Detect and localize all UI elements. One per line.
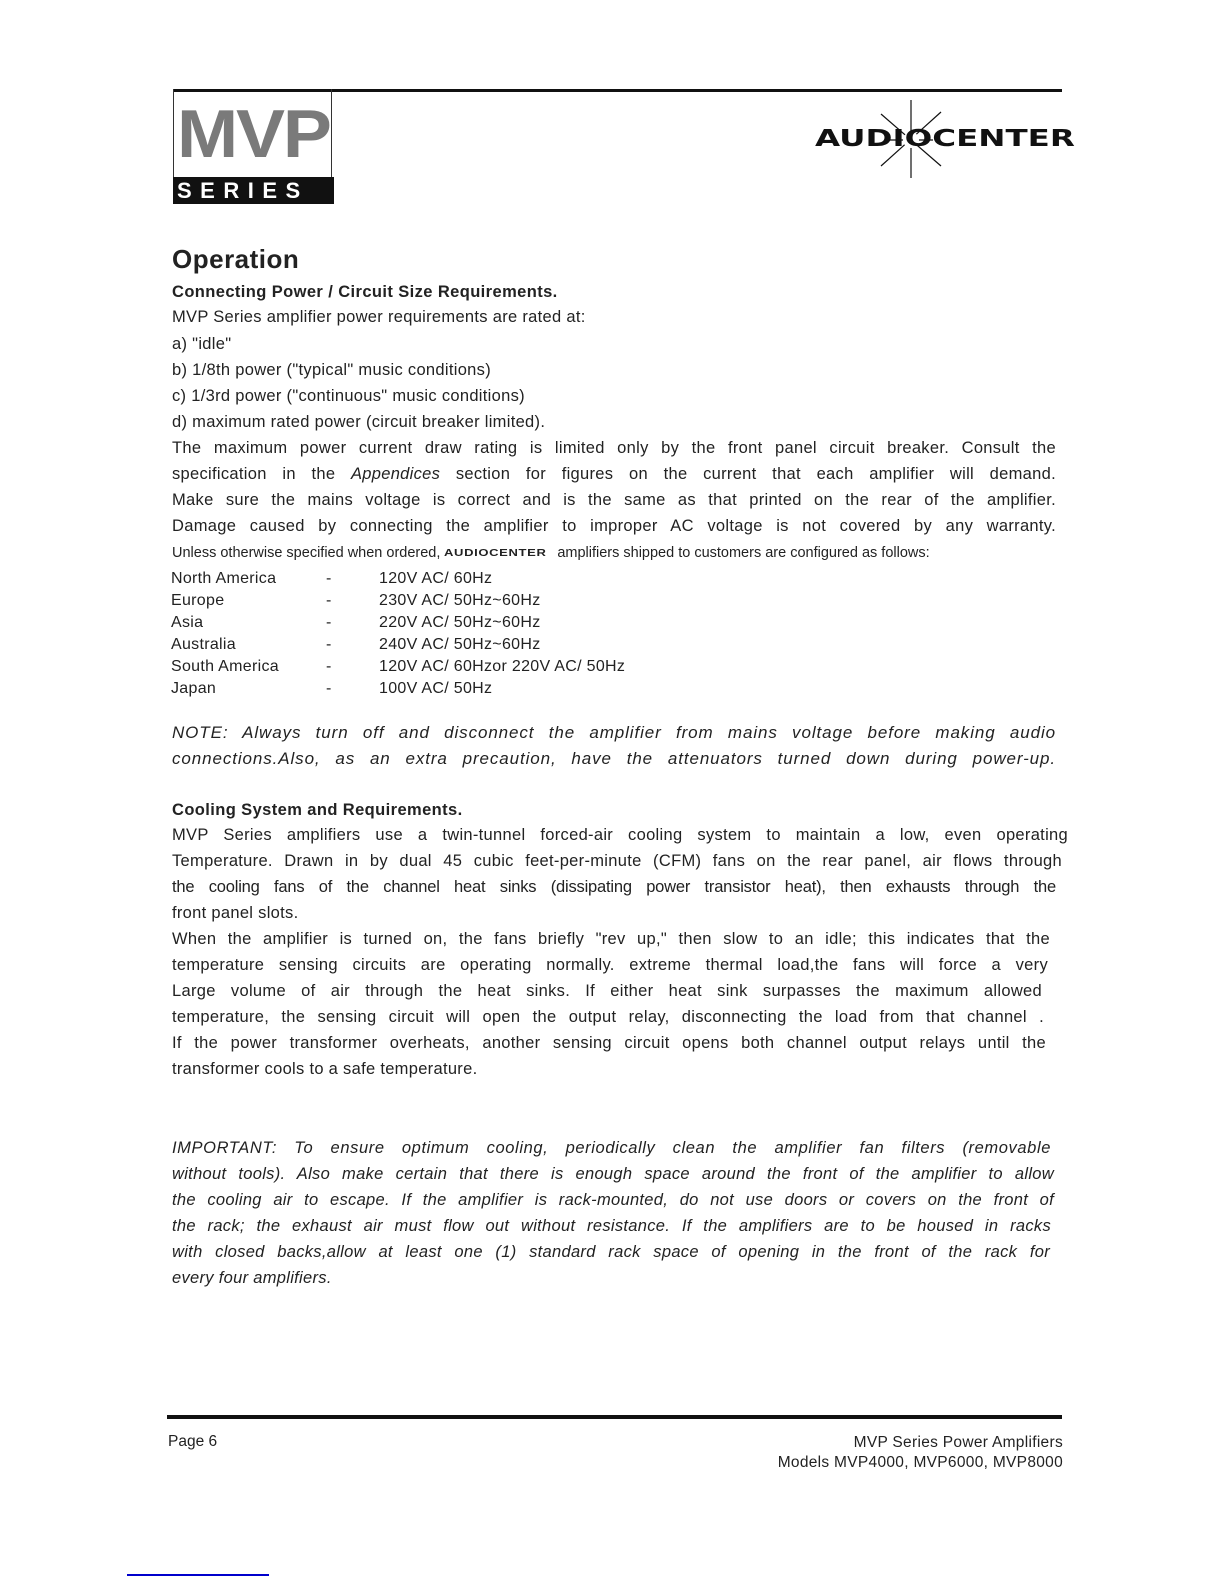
voltage-cell: 100V AC/ 50Hz [379, 680, 493, 697]
important-line: the rack; the exhaust air must flow out without resistance. If the amplifiers are to be housed in racks [172, 1217, 1051, 1235]
paragraph-line: Damage caused by connecting the amplifier to improper AC voltage is not covered by any warranty. [172, 517, 1056, 535]
cooling-heading: Cooling System and Requirements. [172, 801, 463, 819]
region-cell: Europe [171, 592, 225, 609]
paragraph-line: the cooling fans of the channel heat sinks (dissipating power transistor heat), then exhausts through the [172, 878, 1056, 896]
paragraph-line: transformer cools to a safe temperature. [172, 1060, 478, 1078]
appendices-reference: Appendices [350, 465, 441, 483]
paragraph-line: When the amplifier is turned on, the fans briefly "rev up," then slow to an idle; this indicates that the [172, 930, 1050, 948]
text: section for figures on the current that each amplifier will demand. [440, 465, 1056, 483]
separator: - [326, 636, 332, 653]
table-row [171, 680, 771, 702]
paragraph-line: temperature, the sensing circuit will open the output relay, disconnecting the load from that channel . [172, 1008, 1044, 1026]
region-cell: Australia [171, 636, 236, 653]
important-line: IMPORTANT: To ensure optimum cooling, periodically clean the amplifier fan filters (removable [172, 1139, 1051, 1157]
list-item: c) 1/3rd power ("continuous" music conditions) [172, 387, 525, 405]
text: Unless otherwise specified when ordered, [172, 545, 441, 561]
footer-title: MVP Series Power Amplifiers [853, 1434, 1063, 1451]
region-cell: South America [171, 658, 279, 675]
note-line: NOTE: Always turn off and disconnect the amplifier from mains voltage before making audio [172, 723, 1056, 742]
mvp-logo-text: MVP [177, 96, 330, 172]
config-line [172, 545, 1056, 561]
list-item: d) maximum rated power (circuit breaker limited). [172, 413, 546, 431]
important-line: every four amplifiers. [172, 1269, 332, 1287]
paragraph-line: Temperature. Drawn in by dual 45 cubic feet-per-minute (CFM) fans on the rear panel, air flows through [172, 852, 1062, 870]
paragraph-line: temperature sensing circuits are operating normally. extreme thermal load,the fans will force a very [172, 956, 1048, 974]
important-line: with closed backs,allow at least one (1) standard rack space of opening in the front of the rack for [172, 1243, 1050, 1261]
important-line: the cooling air to escape. If the amplifier is rack-mounted, do not use doors or covers on the front of [172, 1191, 1054, 1209]
audiocenter-logo [815, 100, 1075, 180]
footer-rule [167, 1415, 1062, 1419]
page-number: Page 6 [168, 1433, 218, 1450]
separator: - [326, 658, 332, 675]
voltage-cell: 230V AC/ 50Hz~60Hz [379, 592, 541, 609]
table-row [171, 614, 771, 636]
paragraph-line: front panel slots. [172, 904, 299, 922]
region-cell: Japan [171, 680, 217, 697]
link-underline[interactable] [127, 1574, 269, 1576]
voltage-cell: 120V AC/ 60Hz [379, 570, 493, 587]
separator: - [326, 592, 332, 609]
text: specification in the [172, 465, 351, 483]
paragraph-line [172, 465, 1056, 484]
separator: - [326, 570, 332, 587]
voltage-cell: 120V AC/ 60Hzor 220V AC/ 50Hz [379, 658, 626, 675]
footer-product-info [778, 1433, 1063, 1473]
paragraph-line: The maximum power current draw rating is limited only by the front panel circuit breaker. Consult the [172, 439, 1056, 457]
region-cell: Asia [171, 614, 204, 631]
table-row [171, 570, 771, 592]
important-line: without tools). Also make certain that there is enough space around the front of the amplifier to allow [172, 1165, 1054, 1183]
separator: - [326, 680, 332, 697]
paragraph-line: Make sure the mains voltage is correct and is the same as that printed on the rear of the amplifier. [172, 491, 1056, 509]
brand-name: AUDIOCENTER [815, 125, 1075, 153]
power-heading: Connecting Power / Circuit Size Requirements. [172, 283, 558, 301]
footer-models: Models MVP4000, MVP6000, MVP8000 [777, 1454, 1063, 1471]
separator: - [326, 614, 332, 631]
table-row [171, 658, 771, 680]
list-item: a) "idle" [172, 335, 232, 353]
table-row [171, 592, 771, 614]
paragraph-line: MVP Series amplifiers use a twin-tunnel forced-air cooling system to maintain a low, even operating [172, 826, 1068, 844]
region-cell: North America [171, 570, 277, 587]
series-logo-text: SERIES [177, 178, 309, 203]
table-row [171, 636, 771, 658]
list-item: b) 1/8th power ("typical" music conditions) [172, 361, 491, 379]
text: amplifiers shipped to customers are configured as follows: [557, 545, 930, 561]
note-line: connections.Also, as an extra precaution, have the attenuators turned down during power-up. [172, 749, 1056, 768]
page-title: Operation [172, 244, 300, 274]
power-intro: MVP Series amplifier power requirements are rated at: [172, 308, 586, 326]
voltage-cell: 220V AC/ 50Hz~60Hz [379, 614, 541, 631]
paragraph-line: Large volume of air through the heat sinks. If either heat sink surpasses the maximum allowed [172, 982, 1042, 1000]
voltage-cell: 240V AC/ 50Hz~60Hz [379, 636, 541, 653]
inline-brand-logo: AUDIOCENTER [444, 548, 547, 559]
paragraph-line: If the power transformer overheats, another sensing circuit opens both channel output relays until the [172, 1034, 1046, 1052]
